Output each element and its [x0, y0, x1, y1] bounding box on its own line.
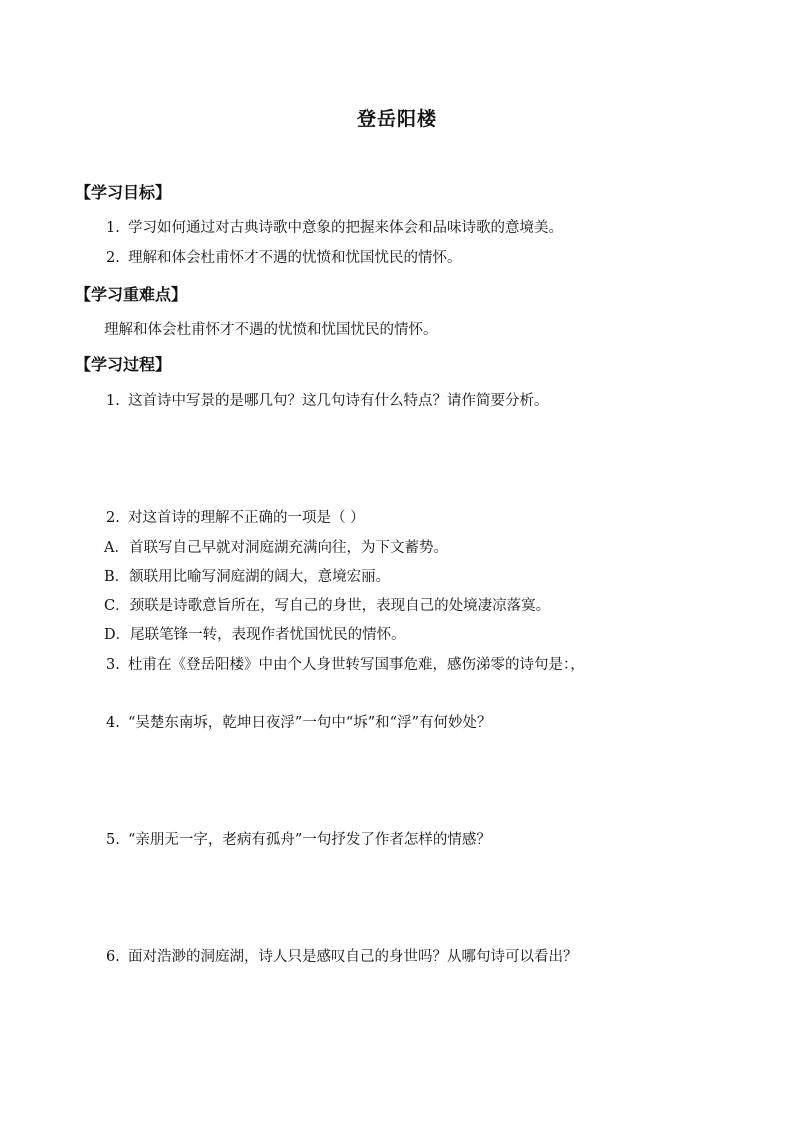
option-a: A．首联写自己早就对洞庭湖充满向往，为下文蓄势。: [104, 540, 448, 556]
question-number: 1.: [106, 393, 120, 409]
question-number: 2.: [106, 510, 120, 526]
question-number: 4.: [106, 715, 120, 731]
question-5: [106, 832, 491, 849]
key-points-heading: 【学习重难点】: [75, 285, 188, 304]
question-6: [106, 949, 578, 966]
option-b: B．颔联用比喻写洞庭湖的阔大，意境宏丽。: [104, 569, 391, 585]
option-d: D．尾联笔锋一转，表现作者忧国忧民的情怀。: [104, 627, 406, 643]
question-number: 3.: [106, 657, 120, 673]
objective-number: 2.: [106, 250, 120, 266]
objective-text: 理解和体会杜甫怀才不遇的忧愤和忧国忧民的情怀。: [128, 250, 462, 266]
question-text: 对这首诗的理解不正确的一项是（ ）: [128, 510, 365, 526]
question-2: [106, 510, 365, 527]
objectives-heading: 【学习目标】: [75, 183, 172, 202]
objective-item: [106, 220, 563, 237]
question-4: [106, 715, 491, 732]
page-title: 登岳阳楼: [356, 108, 437, 130]
question-3: [106, 657, 585, 674]
option-c: C．颈联是诗歌意旨所在，写自己的身世，表现自己的处境凄凉落寞。: [104, 598, 551, 614]
objective-item: [106, 250, 462, 267]
objective-text: 学习如何通过对古典诗歌中意象的把握来体会和品味诗歌的意境美。: [128, 220, 563, 236]
question-text: “吴楚东南坼，乾坤日夜浮”一句中“坼”和“浮”有何妙处？: [128, 715, 492, 731]
process-heading: 【学习过程】: [75, 355, 172, 374]
question-text: 这首诗中写景的是哪几句？这几句诗有什么特点？请作简要分析。: [128, 393, 549, 409]
question-number: 6.: [106, 949, 120, 965]
question-text: 杜甫在《登岳阳楼》中由个人身世转写国事危难，感伤涕零的诗句是：，: [128, 657, 585, 673]
objective-number: 1.: [106, 220, 120, 236]
question-1: [106, 393, 549, 410]
question-text: 面对浩渺的洞庭湖，诗人只是感叹自己的身世吗？从哪句诗可以看出？: [128, 949, 578, 965]
key-points-text: 理解和体会杜甫怀才不遇的忧愤和忧国忧民的情怀。: [104, 322, 438, 338]
question-number: 5.: [106, 832, 120, 848]
question-text: “亲朋无一字，老病有孤舟”一句抒发了作者怎样的情感？: [128, 832, 491, 848]
